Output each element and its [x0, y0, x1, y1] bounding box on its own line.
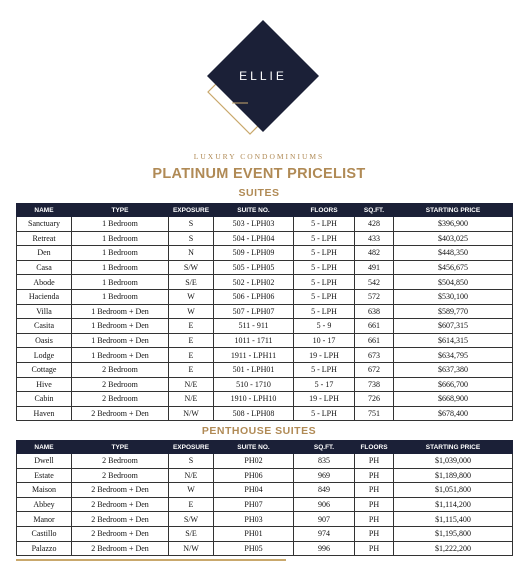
- table-row: [17, 454, 513, 469]
- cell-floors: 5 - LPH: [294, 246, 355, 261]
- cell-type: 1 Bedroom + Den: [72, 348, 169, 363]
- cell-exposure: N/E: [169, 377, 214, 392]
- table-row: [17, 217, 513, 232]
- cell-price: $637,380: [394, 362, 513, 377]
- cell-type: 2 Bedroom: [72, 377, 169, 392]
- cell-exposure: S: [169, 217, 214, 232]
- cell-name: Palazzo: [17, 541, 72, 556]
- table-row: [17, 231, 513, 246]
- cell-sqft: 673: [355, 348, 394, 363]
- ellie-logo: [0, 0, 518, 160]
- cell-exposure: S/E: [169, 526, 214, 541]
- cell-suite-no: PH05: [214, 541, 294, 556]
- suites-header-row: [17, 204, 513, 217]
- cell-suite-no: PH03: [214, 512, 294, 527]
- cell-price: $668,900: [394, 392, 513, 407]
- cell-floors: PH: [355, 541, 394, 556]
- cell-floors: 19 - LPH: [294, 348, 355, 363]
- table-row: [17, 246, 513, 261]
- cell-type: 1 Bedroom + Den: [72, 304, 169, 319]
- cell-sqft: 996: [294, 541, 355, 556]
- cell-name: Cabin: [17, 392, 72, 407]
- cell-floors: 5 - LPH: [294, 289, 355, 304]
- cell-floors: PH: [355, 468, 394, 483]
- cell-name: Haven: [17, 406, 72, 421]
- cell-type: 2 Bedroom: [72, 362, 169, 377]
- cell-suite-no: PH02: [214, 454, 294, 469]
- cell-suite-no: 1910 - LPH10: [214, 392, 294, 407]
- col-type: TYPE: [72, 441, 169, 454]
- table-row: [17, 483, 513, 498]
- cell-suite-no: 507 - LPH07: [214, 304, 294, 319]
- penthouse-table: [16, 440, 513, 556]
- cell-exposure: S/E: [169, 275, 214, 290]
- table-row: [17, 362, 513, 377]
- cell-sqft: 969: [294, 468, 355, 483]
- cell-name: Hive: [17, 377, 72, 392]
- cell-suite-no: 508 - LPH08: [214, 406, 294, 421]
- cell-name: Castillo: [17, 526, 72, 541]
- cell-exposure: W: [169, 304, 214, 319]
- cell-floors: 5 - 9: [294, 319, 355, 334]
- cell-name: Sanctuary: [17, 217, 72, 232]
- cell-type: 2 Bedroom: [72, 392, 169, 407]
- cell-suite-no: 510 - 1710: [214, 377, 294, 392]
- table-row: [17, 260, 513, 275]
- cell-floors: 10 - 17: [294, 333, 355, 348]
- table-row: [17, 541, 513, 556]
- cell-sqft: 907: [294, 512, 355, 527]
- cell-floors: 5 - LPH: [294, 217, 355, 232]
- table-row: [17, 497, 513, 512]
- table-row: [17, 275, 513, 290]
- cell-name: Hacienda: [17, 289, 72, 304]
- cell-exposure: E: [169, 348, 214, 363]
- cell-exposure: S/W: [169, 260, 214, 275]
- cell-suite-no: 503 - LPH03: [214, 217, 294, 232]
- table-row: [17, 526, 513, 541]
- cell-type: 1 Bedroom: [72, 246, 169, 261]
- suites-table: [16, 203, 513, 421]
- table-row: [17, 348, 513, 363]
- cell-exposure: N/W: [169, 406, 214, 421]
- cell-price: $666,700: [394, 377, 513, 392]
- page-title: PLATINUM EVENT PRICELIST: [152, 166, 366, 182]
- cell-sqft: 638: [355, 304, 394, 319]
- cell-floors: PH: [355, 512, 394, 527]
- table-row: [17, 468, 513, 483]
- cell-type: 2 Bedroom + Den: [72, 483, 169, 498]
- cell-sqft: 751: [355, 406, 394, 421]
- col-name: NAME: [17, 204, 72, 217]
- cell-price: $607,315: [394, 319, 513, 334]
- col-sqft: SQ.FT.: [355, 204, 394, 217]
- cell-price: $448,350: [394, 246, 513, 261]
- cell-exposure: E: [169, 319, 214, 334]
- table-row: [17, 377, 513, 392]
- table-row: [17, 319, 513, 334]
- cell-exposure: N/E: [169, 468, 214, 483]
- cell-type: 1 Bedroom + Den: [72, 319, 169, 334]
- cell-price: $589,770: [394, 304, 513, 319]
- cell-price: $504,850: [394, 275, 513, 290]
- col-starting-price: STARTING PRICE: [394, 204, 513, 217]
- cell-floors: 5 - 17: [294, 377, 355, 392]
- cell-exposure: S: [169, 454, 214, 469]
- cell-suite-no: 509 - LPH09: [214, 246, 294, 261]
- cell-price: $1,222,200: [394, 541, 513, 556]
- penthouse-heading: PENTHOUSE SUITES: [201, 425, 317, 437]
- cell-floors: PH: [355, 454, 394, 469]
- cell-type: 2 Bedroom + Den: [72, 526, 169, 541]
- table-row: [17, 406, 513, 421]
- cell-price: $1,114,200: [394, 497, 513, 512]
- cell-type: 1 Bedroom: [72, 275, 169, 290]
- cell-name: Cottage: [17, 362, 72, 377]
- cell-exposure: E: [169, 362, 214, 377]
- cell-suite-no: PH07: [214, 497, 294, 512]
- cell-floors: 5 - LPH: [294, 231, 355, 246]
- col-exposure: EXPOSURE: [169, 204, 214, 217]
- cell-sqft: 433: [355, 231, 394, 246]
- cell-exposure: N: [169, 246, 214, 261]
- cell-sqft: 835: [294, 454, 355, 469]
- suites-heading: SUITES: [238, 187, 280, 199]
- cell-exposure: E: [169, 497, 214, 512]
- cell-exposure: W: [169, 289, 214, 304]
- col-exposure: EXPOSURE: [169, 441, 214, 454]
- cell-name: Retreat: [17, 231, 72, 246]
- col-floors: FLOORS: [355, 441, 394, 454]
- cell-suite-no: 504 - LPH04: [214, 231, 294, 246]
- table-row: [17, 289, 513, 304]
- cell-suite-no: PH01: [214, 526, 294, 541]
- cell-name: Villa: [17, 304, 72, 319]
- cell-exposure: N/E: [169, 392, 214, 407]
- cell-type: 1 Bedroom: [72, 289, 169, 304]
- cell-sqft: 661: [355, 319, 394, 334]
- cell-exposure: W: [169, 483, 214, 498]
- col-floors: FLOORS: [294, 204, 355, 217]
- cell-floors: PH: [355, 483, 394, 498]
- cell-name: Casita: [17, 319, 72, 334]
- cell-type: 2 Bedroom + Den: [72, 497, 169, 512]
- cell-sqft: 482: [355, 246, 394, 261]
- cell-exposure: E: [169, 333, 214, 348]
- cell-floors: 5 - LPH: [294, 362, 355, 377]
- cell-name: Casa: [17, 260, 72, 275]
- table-row: [17, 333, 513, 348]
- cell-price: $678,400: [394, 406, 513, 421]
- cell-floors: PH: [355, 497, 394, 512]
- cell-price: $1,115,400: [394, 512, 513, 527]
- footer-divider: [16, 559, 286, 561]
- cell-name: Estate: [17, 468, 72, 483]
- cell-suite-no: PH04: [214, 483, 294, 498]
- col-sqft: SQ.FT.: [294, 441, 355, 454]
- cell-suite-no: 511 - 911: [214, 319, 294, 334]
- cell-sqft: 428: [355, 217, 394, 232]
- cell-floors: 5 - LPH: [294, 304, 355, 319]
- cell-price: $614,315: [394, 333, 513, 348]
- cell-price: $456,675: [394, 260, 513, 275]
- cell-floors: PH: [355, 526, 394, 541]
- cell-sqft: 906: [294, 497, 355, 512]
- cell-floors: 5 - LPH: [294, 275, 355, 290]
- cell-suite-no: 505 - LPH05: [214, 260, 294, 275]
- cell-sqft: 491: [355, 260, 394, 275]
- cell-suite-no: PH06: [214, 468, 294, 483]
- cell-floors: 19 - LPH: [294, 392, 355, 407]
- table-row: [17, 512, 513, 527]
- cell-price: $1,039,000: [394, 454, 513, 469]
- cell-suite-no: 501 - LPH01: [214, 362, 294, 377]
- cell-name: Abbey: [17, 497, 72, 512]
- cell-sqft: 849: [294, 483, 355, 498]
- col-name: NAME: [17, 441, 72, 454]
- cell-exposure: N/W: [169, 541, 214, 556]
- cell-name: Abode: [17, 275, 72, 290]
- cell-name: Manor: [17, 512, 72, 527]
- cell-price: $1,195,800: [394, 526, 513, 541]
- cell-type: 1 Bedroom: [72, 260, 169, 275]
- cell-type: 1 Bedroom: [72, 217, 169, 232]
- cell-type: 2 Bedroom: [72, 468, 169, 483]
- col-suite-no: SUITE NO.: [214, 204, 294, 217]
- table-row: [17, 304, 513, 319]
- cell-price: $530,100: [394, 289, 513, 304]
- cell-sqft: 974: [294, 526, 355, 541]
- table-row: [17, 392, 513, 407]
- cell-price: $1,051,800: [394, 483, 513, 498]
- col-suite-no: SUITE NO.: [214, 441, 294, 454]
- cell-price: $634,795: [394, 348, 513, 363]
- cell-sqft: 572: [355, 289, 394, 304]
- cell-type: 2 Bedroom + Den: [72, 541, 169, 556]
- cell-type: 1 Bedroom: [72, 231, 169, 246]
- cell-sqft: 661: [355, 333, 394, 348]
- cell-name: Den: [17, 246, 72, 261]
- cell-name: Dwell: [17, 454, 72, 469]
- cell-suite-no: 506 - LPH06: [214, 289, 294, 304]
- cell-suite-no: 1911 - LPH11: [214, 348, 294, 363]
- col-starting-price: STARTING PRICE: [394, 441, 513, 454]
- cell-name: Maison: [17, 483, 72, 498]
- logo-wordmark: ELLIE: [239, 69, 287, 83]
- cell-suite-no: 1011 - 1711: [214, 333, 294, 348]
- cell-price: $396,900: [394, 217, 513, 232]
- cell-exposure: S: [169, 231, 214, 246]
- cell-type: 2 Bedroom: [72, 454, 169, 469]
- brand-tagline: LUXURY CONDOMINIUMS: [193, 152, 325, 161]
- cell-floors: 5 - LPH: [294, 406, 355, 421]
- cell-price: $403,025: [394, 231, 513, 246]
- col-type: TYPE: [72, 204, 169, 217]
- cell-exposure: S/W: [169, 512, 214, 527]
- cell-sqft: 726: [355, 392, 394, 407]
- penthouse-header-row: [17, 441, 513, 454]
- cell-floors: 5 - LPH: [294, 260, 355, 275]
- cell-sqft: 542: [355, 275, 394, 290]
- cell-suite-no: 502 - LPH02: [214, 275, 294, 290]
- cell-sqft: 738: [355, 377, 394, 392]
- cell-sqft: 672: [355, 362, 394, 377]
- cell-type: 2 Bedroom + Den: [72, 406, 169, 421]
- cell-type: 1 Bedroom + Den: [72, 333, 169, 348]
- cell-type: 2 Bedroom + Den: [72, 512, 169, 527]
- cell-name: Lodge: [17, 348, 72, 363]
- cell-price: $1,189,800: [394, 468, 513, 483]
- cell-name: Oasis: [17, 333, 72, 348]
